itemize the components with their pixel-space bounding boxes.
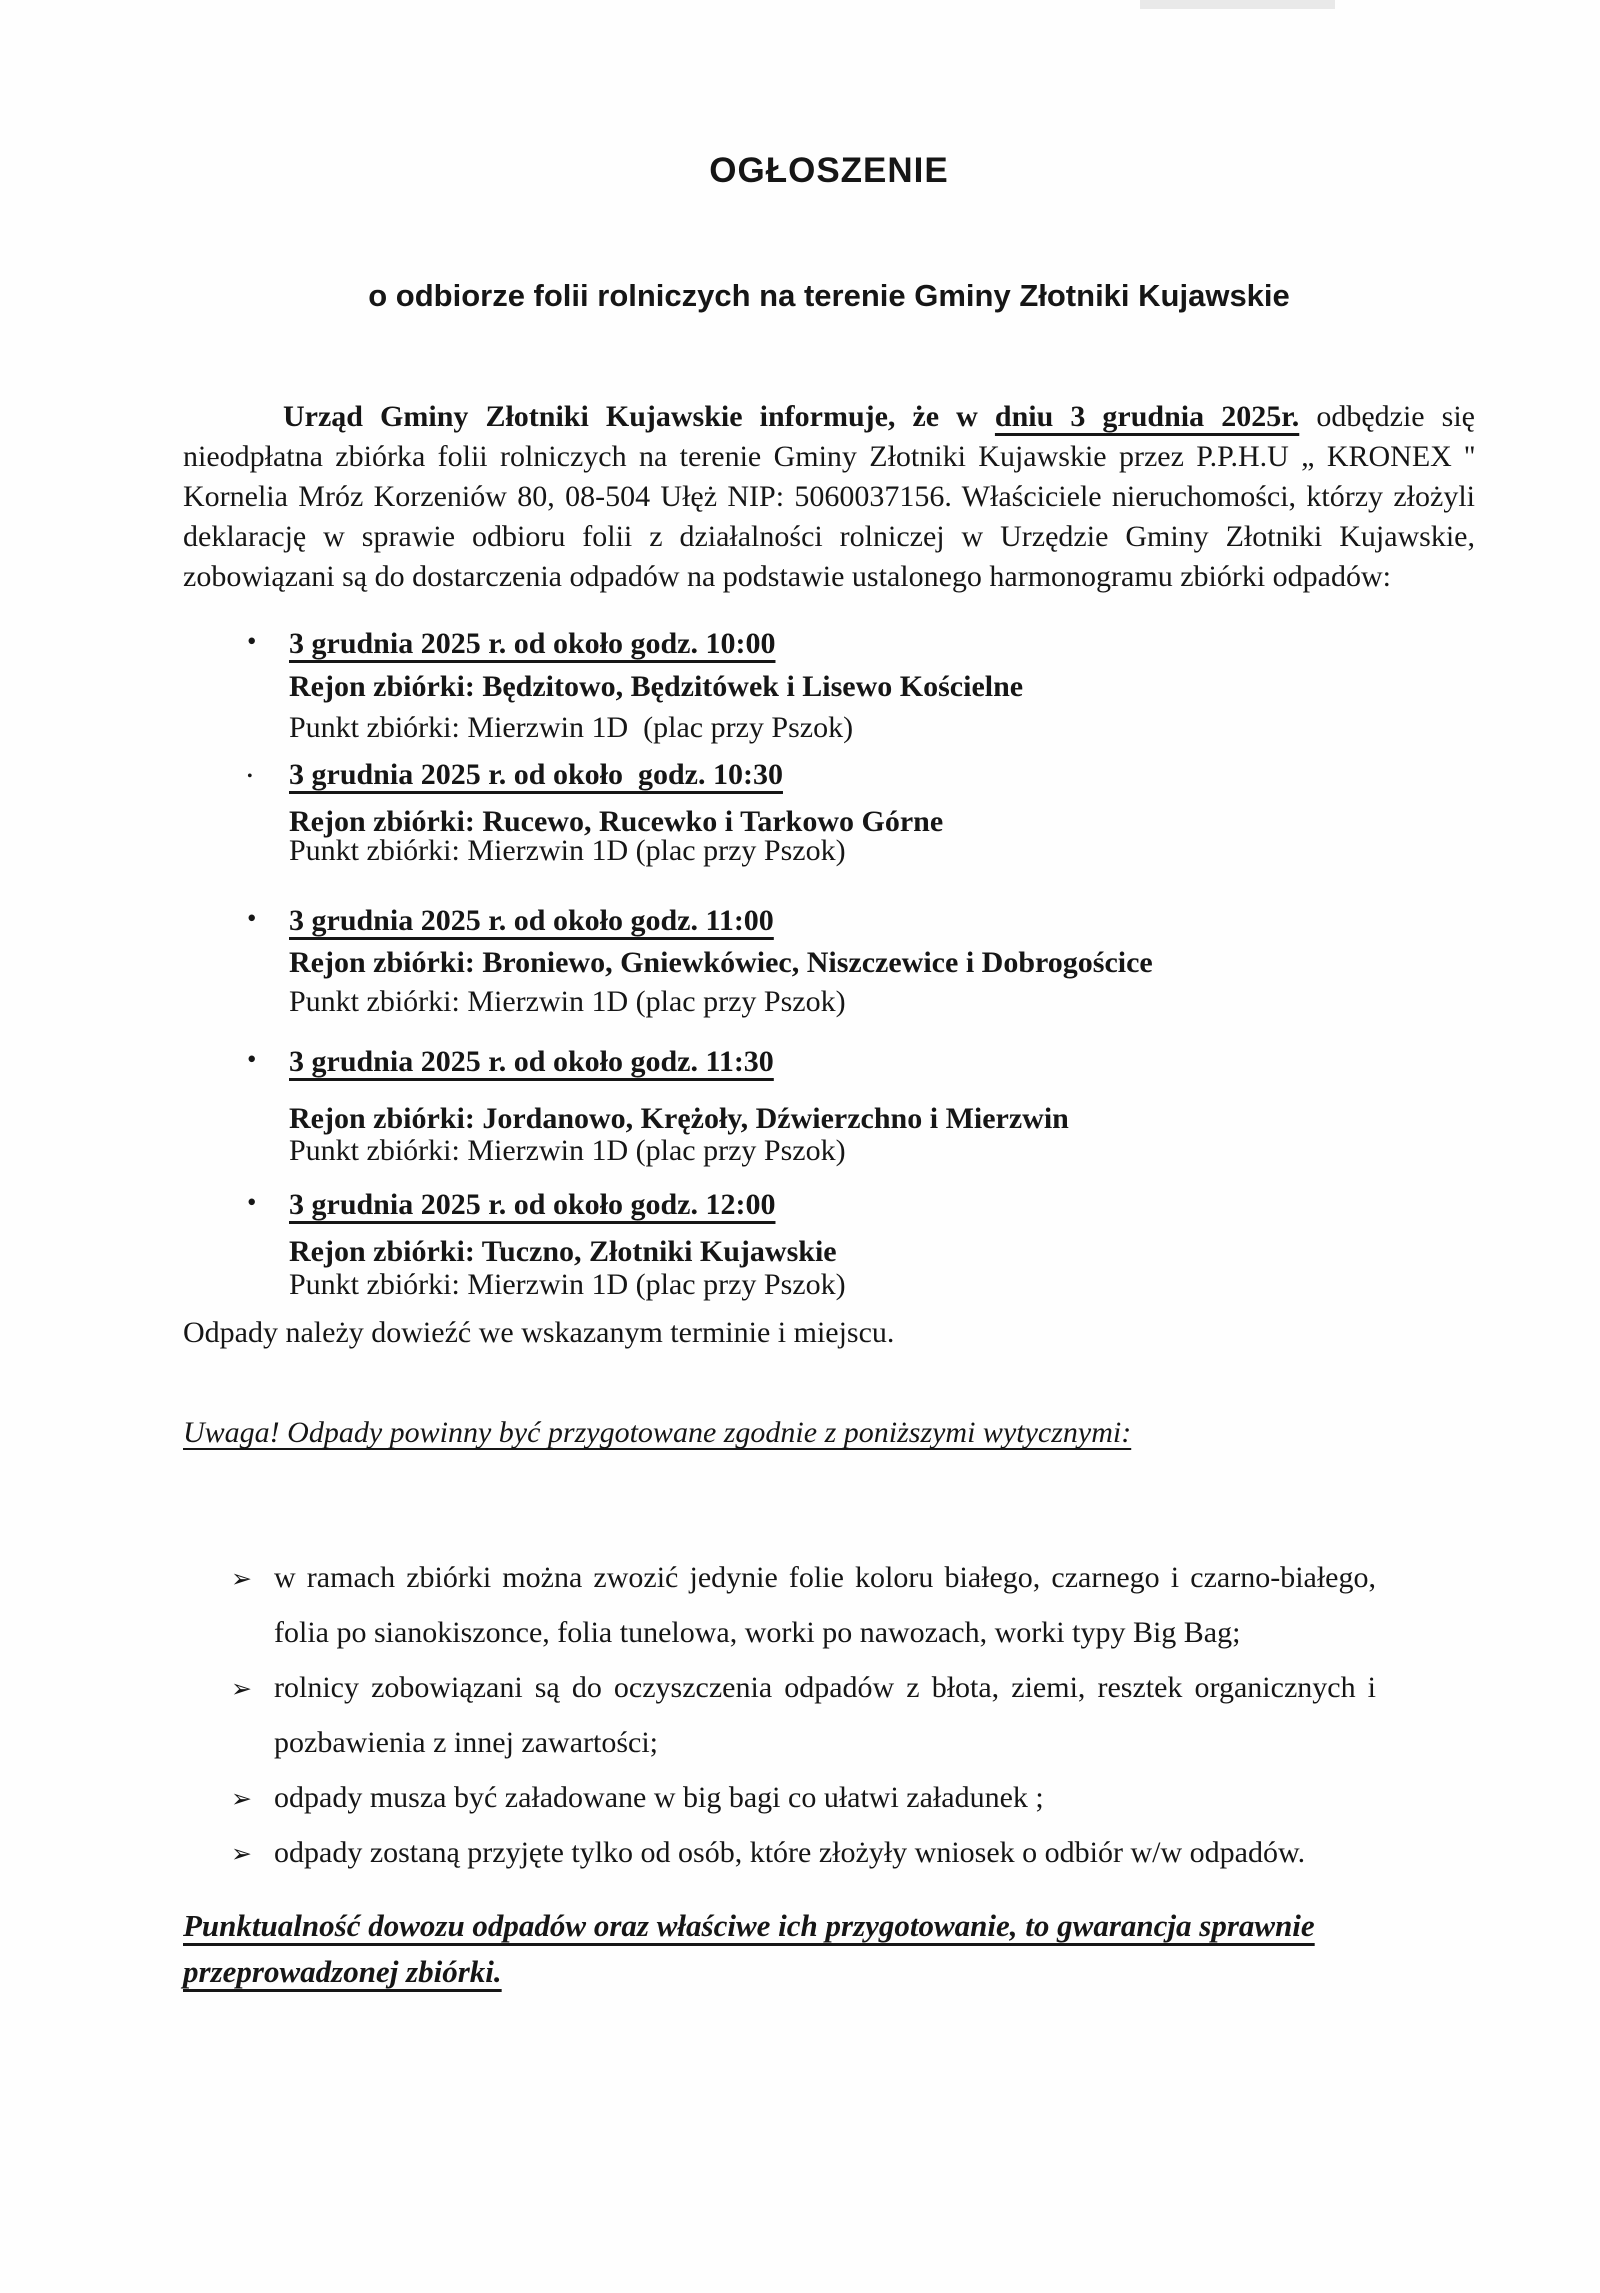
schedule-time: 3 grudnia 2025 r. od około godz. 10:00 <box>289 627 776 660</box>
schedule-region: Rejon zbiórki: Tuczno, Złotniki Kujawskie <box>289 1235 837 1268</box>
page-title: OGŁOSZENIE <box>709 151 949 190</box>
guideline-text: odpady zostaną przyjęte tylko od osób, które złożyły wniosek o odbiór w/w odpadów. <box>274 1836 1306 1869</box>
guideline-text: w ramach zbiórki można zwozić jedynie folie koloru białego, czarnego i czarno-białego, folia po sianokiszonce, folia tunelowa, worki po nawozach, worki typy Big Bag; <box>274 1561 1376 1649</box>
schedule-item <box>247 1041 1475 1171</box>
schedule-item <box>247 623 1475 748</box>
page-subtitle: o odbiorze folii rolniczych na terenie Gminy Złotniki Kujawskie <box>368 278 1290 313</box>
schedule-point: Punkt zbiórki: Mierzwin 1D (plac przy Pszok) <box>289 1268 846 1301</box>
schedule-item <box>247 754 1475 871</box>
guidelines-list <box>231 1550 1376 1880</box>
bullet-icon: • <box>247 1044 257 1074</box>
schedule-time: 3 grudnia 2025 r. od około godz. 10:30 <box>289 758 783 791</box>
schedule-point: Punkt zbiórki: Mierzwin 1D (plac przy Pszok) <box>289 1134 846 1167</box>
schedule-region: Rejon zbiórki: Jordanowo, Krężoły, Dźwierzchno i Mierzwin <box>289 1102 1069 1135</box>
guideline-text: rolnicy zobowiązani są do oczyszczenia odpadów z błota, ziemi, resztek organicznych i pozbawienia z innej zawartości; <box>274 1671 1376 1759</box>
intro-body-text: odbędzie się nieodpłatna zbiórka folii rolniczych na terenie Gminy Złotniki Kujawskie przez P.P.H.U „ KRONEX '' Kornelia Mróz Korzeniów 80, 08-504 Ułęż NIP: 5060037156. Właściciele nieruchomości, którzy złożyli deklarację w sprawie odbioru folii z działalności rolniczej w Urzędzie Gminy Złotniki Kujawskie, zobowiązani są do dostarczenia odpadów na podstawie ustalonego harmonogramu zbiórki odpadów: <box>183 400 1475 593</box>
schedule-region: Rejon zbiórki: Broniewo, Gniewkówiec, Niszczewice i Dobrogościce <box>289 946 1153 979</box>
arrow-bullet-icon: ➢ <box>231 1784 252 1813</box>
schedule-item <box>247 1184 1475 1305</box>
schedule-time: 3 grudnia 2025 r. od około godz. 11:00 <box>289 904 774 937</box>
arrow-bullet-icon: ➢ <box>231 1674 252 1703</box>
schedule-point: Punkt zbiórki: Mierzwin 1D (plac przy Pszok) <box>289 985 846 1018</box>
arrow-bullet-icon: ➢ <box>231 1564 252 1593</box>
schedule-list <box>183 623 1475 1305</box>
closing-statement: Punktualność dowozu odpadów oraz właściwe ich przygotowanie, to gwarancja sprawnie przeprowadzonej zbiórki. <box>183 1908 1315 1989</box>
bullet-icon: • <box>247 903 257 933</box>
guideline-text: odpady musza być załadowane w big bagi co ułatwi załadunek ; <box>274 1781 1044 1814</box>
scan-artifact <box>1140 0 1335 9</box>
schedule-time: 3 grudnia 2025 r. od około godz. 12:00 <box>289 1188 776 1221</box>
delivery-note: Odpady należy dowieźć we wskazanym terminie i miejscu. <box>183 1316 895 1349</box>
bullet-icon: • <box>247 626 257 656</box>
schedule-time: 3 grudnia 2025 r. od około godz. 11:30 <box>289 1045 774 1078</box>
schedule-point: Punkt zbiórki: Mierzwin 1D (plac przy Pszok) <box>289 834 846 867</box>
intro-paragraph <box>183 397 1475 597</box>
arrow-bullet-icon: ➢ <box>231 1839 252 1868</box>
guideline-item <box>231 1550 1376 1660</box>
schedule-region: Rejon zbiórki: Rucewo, Rucewko i Tarkowo Górne <box>289 805 944 838</box>
bullet-icon: • <box>247 1187 257 1217</box>
schedule-region: Rejon zbiórki: Będzitowo, Będzitówek i Lisewo Kościelne <box>289 670 1024 703</box>
intro-date-underlined: dniu 3 grudnia 2025r. <box>994 400 1300 433</box>
guideline-item <box>231 1770 1376 1825</box>
schedule-item <box>247 900 1475 1022</box>
schedule-point: Punkt zbiórki: Mierzwin 1D (plac przy Pszok) <box>289 711 854 744</box>
guideline-item <box>231 1825 1376 1880</box>
intro-lead-text: Urząd Gminy Złotniki Kujawskie informuje, że w <box>283 400 978 433</box>
guideline-item <box>231 1660 1376 1770</box>
bullet-icon: • <box>247 768 253 785</box>
notice-heading: Uwaga! Odpady powinny być przygotowane zgodnie z poniższymi wytycznymi: <box>183 1416 1132 1449</box>
